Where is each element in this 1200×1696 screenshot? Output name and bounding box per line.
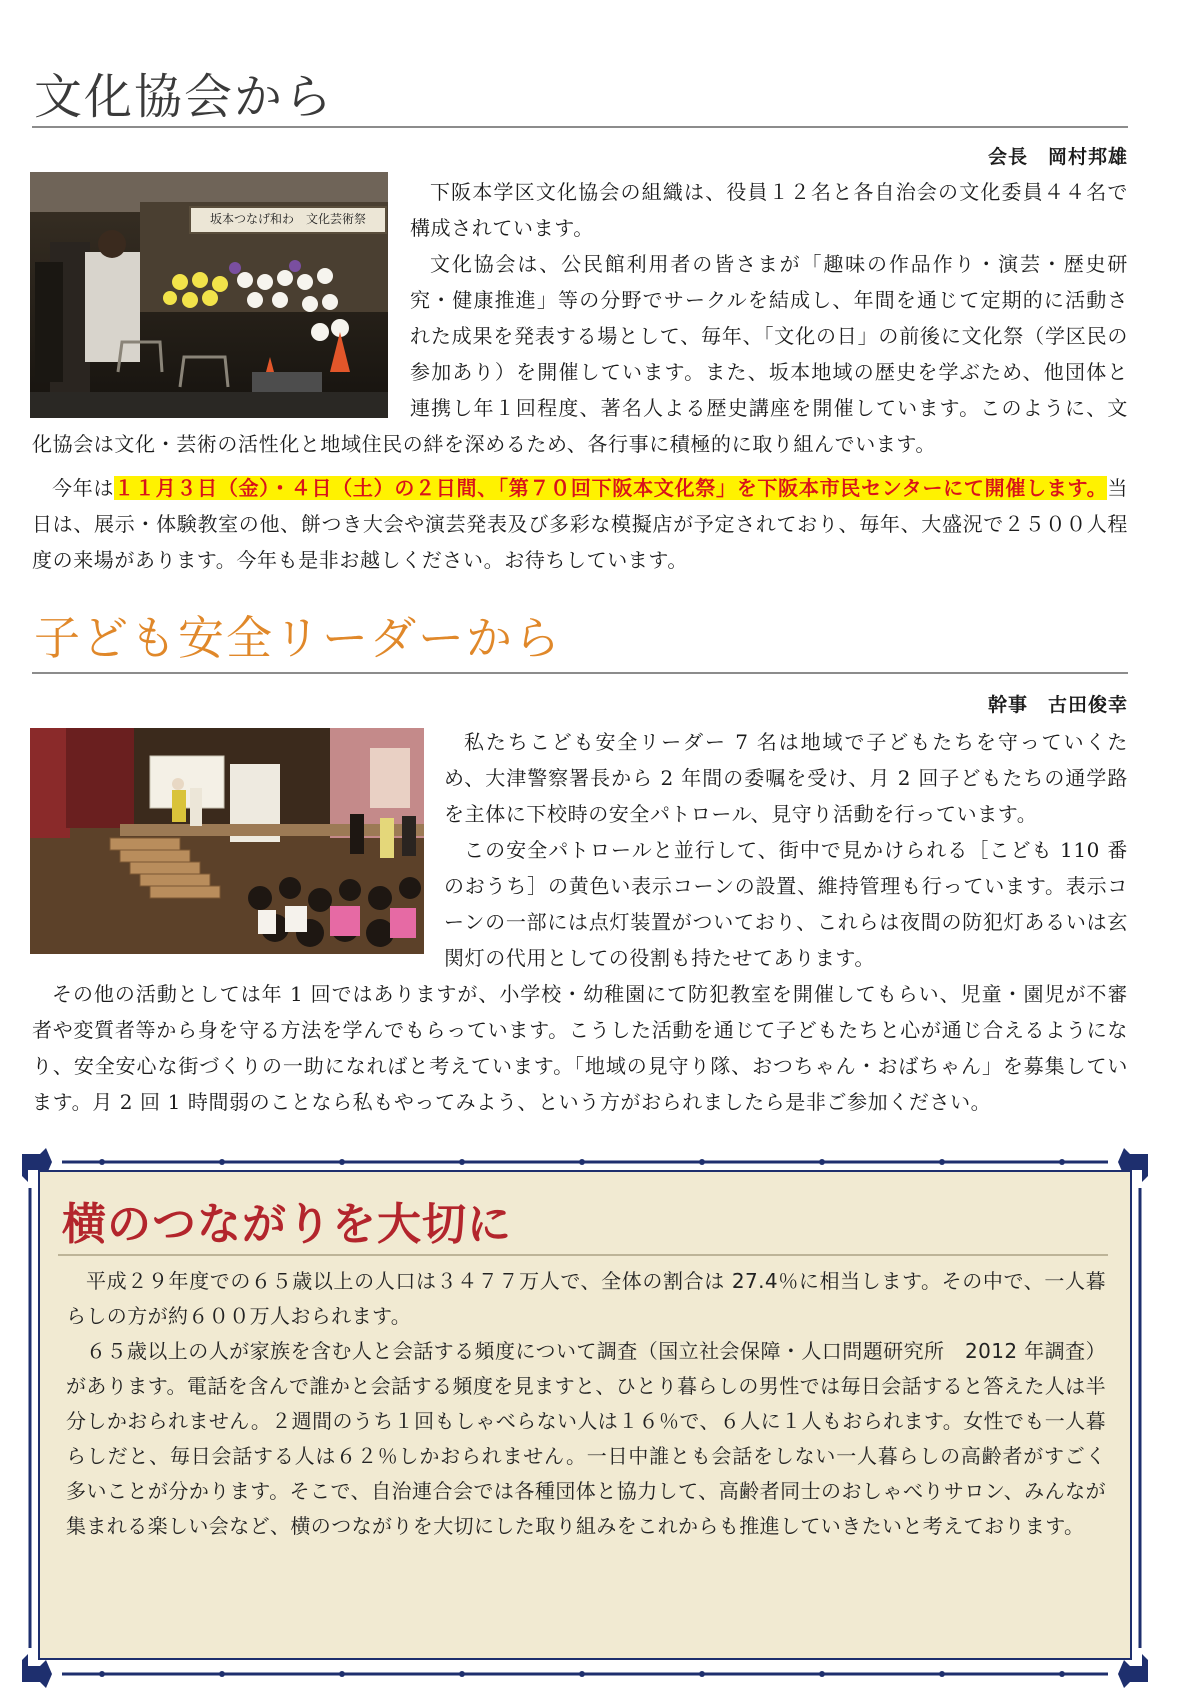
section1-paragraph-2: 文化協会は、公民館利用者の皆さまが「趣味の作品作り・演芸・歴史研究・健康推進」等の分野でサークルを結成し、年間を通じて定期的に活動された成果を発表する場として、毎年、「文化の日」の前後に文化祭（学区民の参加あり）を開催しています。また、坂本地域の歴史を学ぶため、他団体と連携し年１回程度、著名人よる歴史講座を開催しています。このように、文化協会は文化・芸術の活性化と地域住民の絆を深めるため、各行事に積極的に取り組んでいます。: [32, 252, 1128, 456]
section3-paragraph-1: 平成２９年度での６５歳以上の人口は３４７７万人で、全体の割合は 27.4％に相当します。その中で、一人暮らしの方が約６００万人おられます。: [66, 1269, 1106, 1328]
highlight-suffix: 当日は、展示・体験教室の他、餅つき大会や演芸発表及び多彩な模擬店が予定されており、毎年、大盛況で２５００人程度の来場があります。今年も是非お越しください。お待ちしています。: [32, 476, 1128, 572]
section1-highlight-paragraph: [32, 470, 1128, 578]
section1-author: 会長 岡村邦雄: [987, 146, 1128, 168]
section1-title: 文化協会から: [34, 69, 335, 125]
highlight-prefix: 今年は: [52, 476, 115, 500]
section1-divider: [32, 126, 1128, 128]
festival-announcement: １１月３日（金）・４日（土）の２日間、「第７０回下阪本文化祭」を下阪本市民センターにて開催します。: [114, 476, 1108, 500]
section2-author: 幹事 古田俊幸: [987, 694, 1128, 716]
photo-banner-text: 坂本つなげ和わ 文化芸術祭: [209, 212, 366, 226]
section2-divider: [32, 672, 1128, 674]
section2-paragraph-2: この安全パトロールと並行して、街中で見かけられる［こども 110 番のおうち］の黄色い表示コーンの設置、維持管理も行っています。表示コーンの一部には点灯装置がついており、これらは夜間の防犯灯あるいは玄関灯の代用としての役割も持たせてあります。: [444, 838, 1128, 970]
section2-paragraph-1: 私たちこども安全リーダー 7 名は地域で子どもたちを守っていくため、大津警察署長から 2 年間の委嘱を受け、月 2 回子どもたちの通学路を主体に下校時の安全パトロール、見守り活動を行っています。: [444, 730, 1128, 826]
section3-divider: [58, 1254, 1108, 1256]
section2-title: 子ども安全リーダーから: [34, 611, 562, 665]
section2-paragraph-3: その他の活動としては年 1 回ではありますが、小学校・幼稚園にて防犯教室を開催してもらい、児童・園児が不審者や変質者等から身を守る方法を学んでもらっています。こうした活動を通じて子どもたちと心が通じ合えるようになり、安全安心な街づくりの一助になればと考えています。「地域の見守り隊、おつちゃん・おばちゃん」を募集しています。月 2 回 1 時間弱のことなら私もやってみよう、という方がおられましたら是非ご参加ください。: [32, 982, 1128, 1114]
section3-paragraph-2: ６５歳以上の人が家族を含む人と会話する頻度について調査（国立社会保障・人口問題研究所 2012 年調査）があります。電話を含んで誰かと会話する頻度を見ますと、ひとり暮らしの男性では毎日会話すると答えた人は半分しかおられません。２週間のうち１回もしゃべらない人は１６％で、６人に１人もおられます。女性でも一人暮らしだと、毎日会話する人は６２％しかおられません。一日中誰とも会話をしない一人暮らしの高齢者がすごく多いことが分かります。そこで、自治連合会では各種団体と協力して、高齢者同士のおしゃべりサロン、みんなが集まれる楽しい会など、横のつながりを大切にした取り組みをこれからも推進していきたいと考えております。: [66, 1339, 1106, 1538]
section1-paragraph-1: 下阪本学区文化協会の組織は、役員１２名と各自治会の文化委員４４名で構成されています。: [410, 180, 1128, 240]
section3-title: 横のつながりを大切に: [62, 1199, 512, 1250]
